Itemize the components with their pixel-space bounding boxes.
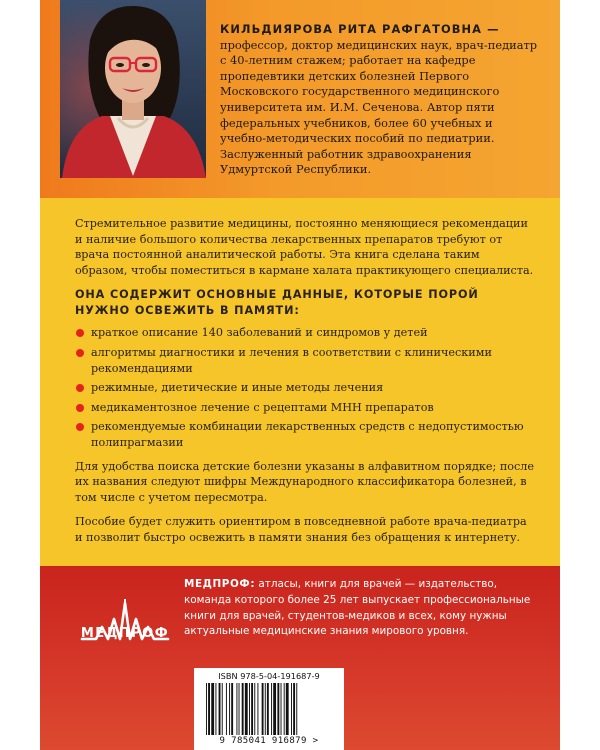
author-info bbox=[220, 22, 540, 178]
list-item: рекомендуемые комбинации лекарственных средств с недопустимостью полипрагмазии bbox=[75, 419, 535, 450]
author-photo bbox=[60, 0, 206, 178]
bullet-dot-icon bbox=[76, 349, 84, 357]
author-name: КИЛЬДИЯРОВА РИТА РАФГАТОВНА — bbox=[220, 22, 500, 36]
ean-number: 9 785041 916879 > bbox=[219, 736, 319, 746]
book-back-cover bbox=[40, 0, 560, 750]
barcode bbox=[194, 668, 344, 750]
barcode-bars bbox=[202, 683, 336, 737]
publisher-section bbox=[40, 566, 560, 750]
contents-list bbox=[75, 325, 535, 450]
publisher-name: МЕДПРОФ: bbox=[184, 578, 256, 590]
list-item: краткое описание 140 заболеваний и синдромов у детей bbox=[75, 325, 535, 341]
medprof-logo-icon bbox=[80, 586, 170, 656]
author-section bbox=[40, 0, 560, 198]
publisher-text: атласы, книги для врачей — издательство, команда которого более 25 лет выпускает профессиональные книги для врачей, студентов-медиков и всех, кому нужны актуальные медицинские знания мирового уровня. bbox=[184, 578, 531, 638]
book-description bbox=[40, 198, 560, 566]
isbn-text: ISBN 978-5-04-191687-9 bbox=[218, 671, 320, 681]
publisher-info bbox=[184, 577, 540, 640]
contents-heading: ОНА СОДЕРЖИТ ОСНОВНЫЕ ДАННЫЕ, КОТОРЫЕ ПОРОЙ НУЖНО ОСВЕЖИТЬ В ПАМЯТИ: bbox=[75, 288, 479, 318]
bullet-dot-icon bbox=[76, 404, 84, 412]
list-item: режимные, диетические и иные методы лечения bbox=[75, 380, 535, 396]
logo-text: МЕДПРОФ bbox=[80, 626, 170, 641]
bullet-dot-icon bbox=[76, 329, 84, 337]
bullet-dot-icon bbox=[76, 384, 84, 392]
alphabetical-paragraph: Для удобства поиска детские болезни указаны в алфавитном порядке; после их названия следуют шифры Международного классификатора болезней, в том числе с учетом пересмотра. bbox=[75, 459, 535, 504]
intro-paragraph: Стремительное развитие медицины, постоянно меняющиеся рекомендации и наличие большого количества лекарственных препаратов требуют от врача постоянной аналитической работы. Эта книга сделана таким образом, чтобы поместиться в кармане халата практикующего специалиста. bbox=[75, 217, 534, 277]
author-bio: профессор, доктор медицинских наук, врач-педиатр с 40-летним стажем; работает на кафедре пропедевтики детских болезней Первого Московского государственного медицинского университета им. И.М. Сеченова. Автор пяти федеральных учебников, более 60 учебных и учебно-методических пособий по педиатрии. Заслуженный работник здравоохранения Удмуртской Республики. bbox=[220, 37, 538, 177]
list-item: алгоритмы диагностики и лечения в соответствии с клиническими рекомендациями bbox=[75, 345, 535, 376]
list-item: медикаментозное лечение с рецептами МНН препаратов bbox=[75, 400, 535, 416]
bullet-dot-icon bbox=[76, 423, 84, 431]
closing-paragraph: Пособие будет служить ориентиром в повседневной работе врача-педиатра и позволит быстро освежить в памяти знания без обращения к интернету. bbox=[75, 515, 527, 544]
